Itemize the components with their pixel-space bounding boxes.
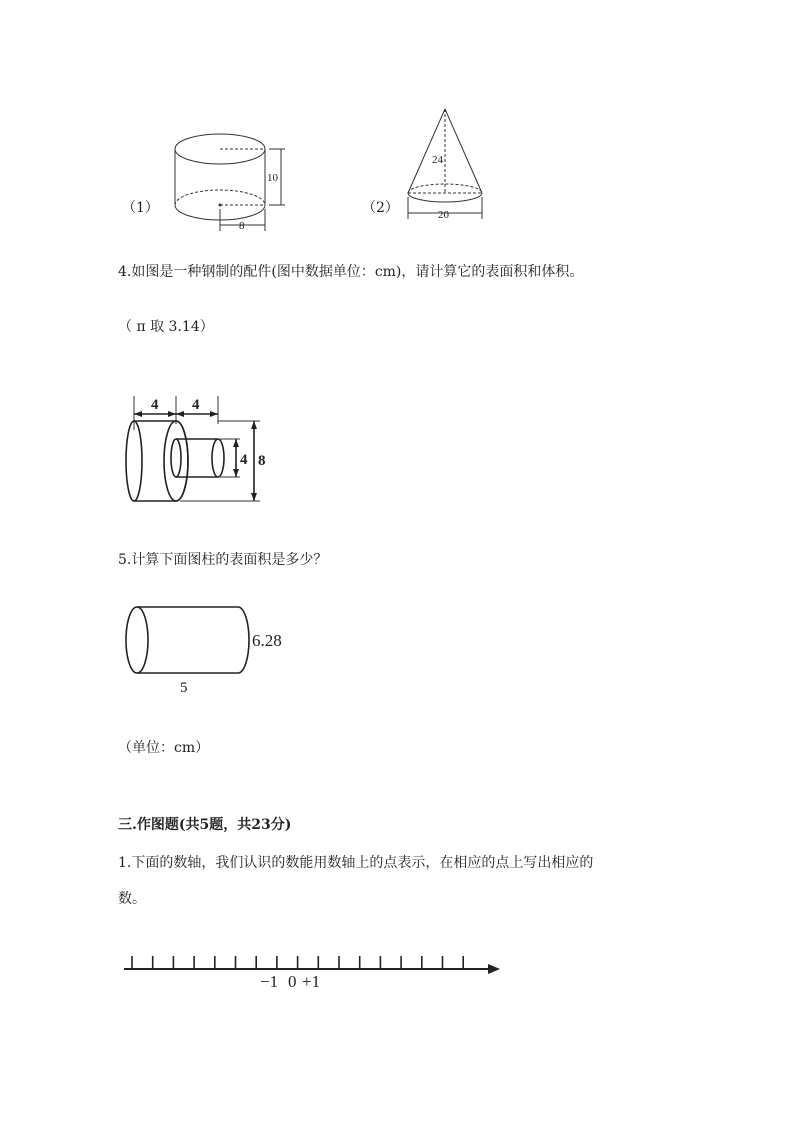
part-left-length: 4 bbox=[151, 397, 159, 413]
number-line-ticks bbox=[132, 956, 463, 969]
q4-pi-note: （ π 取 3.14） bbox=[118, 319, 214, 335]
number-line bbox=[118, 950, 508, 995]
axis-label-zero: 0 bbox=[288, 972, 297, 991]
part-large-diameter: 8 bbox=[258, 453, 266, 469]
cylinder-length-label: 5 bbox=[180, 680, 188, 696]
s3-q1-line1: 1.下面的数轴，我们认识的数能用数轴上的点表示，在相应的点上写出相应的 bbox=[118, 855, 594, 871]
part-small-diameter: 4 bbox=[240, 452, 248, 468]
q4-text: 4.如图是一种钢制的配件(图中数据单位：cm)，请计算它的表面积和体积。 bbox=[118, 264, 584, 280]
lying-cylinder-figure bbox=[118, 600, 298, 700]
s3-q1-line2: 数。 bbox=[118, 891, 146, 907]
arrow-right-icon bbox=[488, 964, 500, 974]
steel-part-figure bbox=[120, 392, 280, 504]
q5-text: 5.计算下面图柱的表面积是多少？ bbox=[118, 552, 328, 568]
cone-height-label: 24 bbox=[432, 154, 443, 166]
figure-label-2: （2） bbox=[362, 200, 399, 216]
axis-label-pos: +1 bbox=[302, 972, 321, 991]
cone-diameter-label: 20 bbox=[438, 209, 449, 221]
section3-title: 三.作图题(共5题，共23分) bbox=[118, 817, 292, 833]
cone-figure bbox=[400, 105, 495, 225]
cylinder-diameter-label: 6.28 bbox=[252, 631, 282, 650]
cylinder-height-label: 10 bbox=[267, 172, 278, 184]
figure-label-1: （1） bbox=[122, 200, 159, 216]
part-right-length: 4 bbox=[192, 397, 200, 413]
axis-label-neg: −1 bbox=[260, 972, 279, 991]
q5-unit-note: （单位：cm） bbox=[118, 740, 210, 756]
cylinder-figure bbox=[165, 125, 295, 240]
cylinder-radius-label: 8 bbox=[239, 220, 245, 232]
